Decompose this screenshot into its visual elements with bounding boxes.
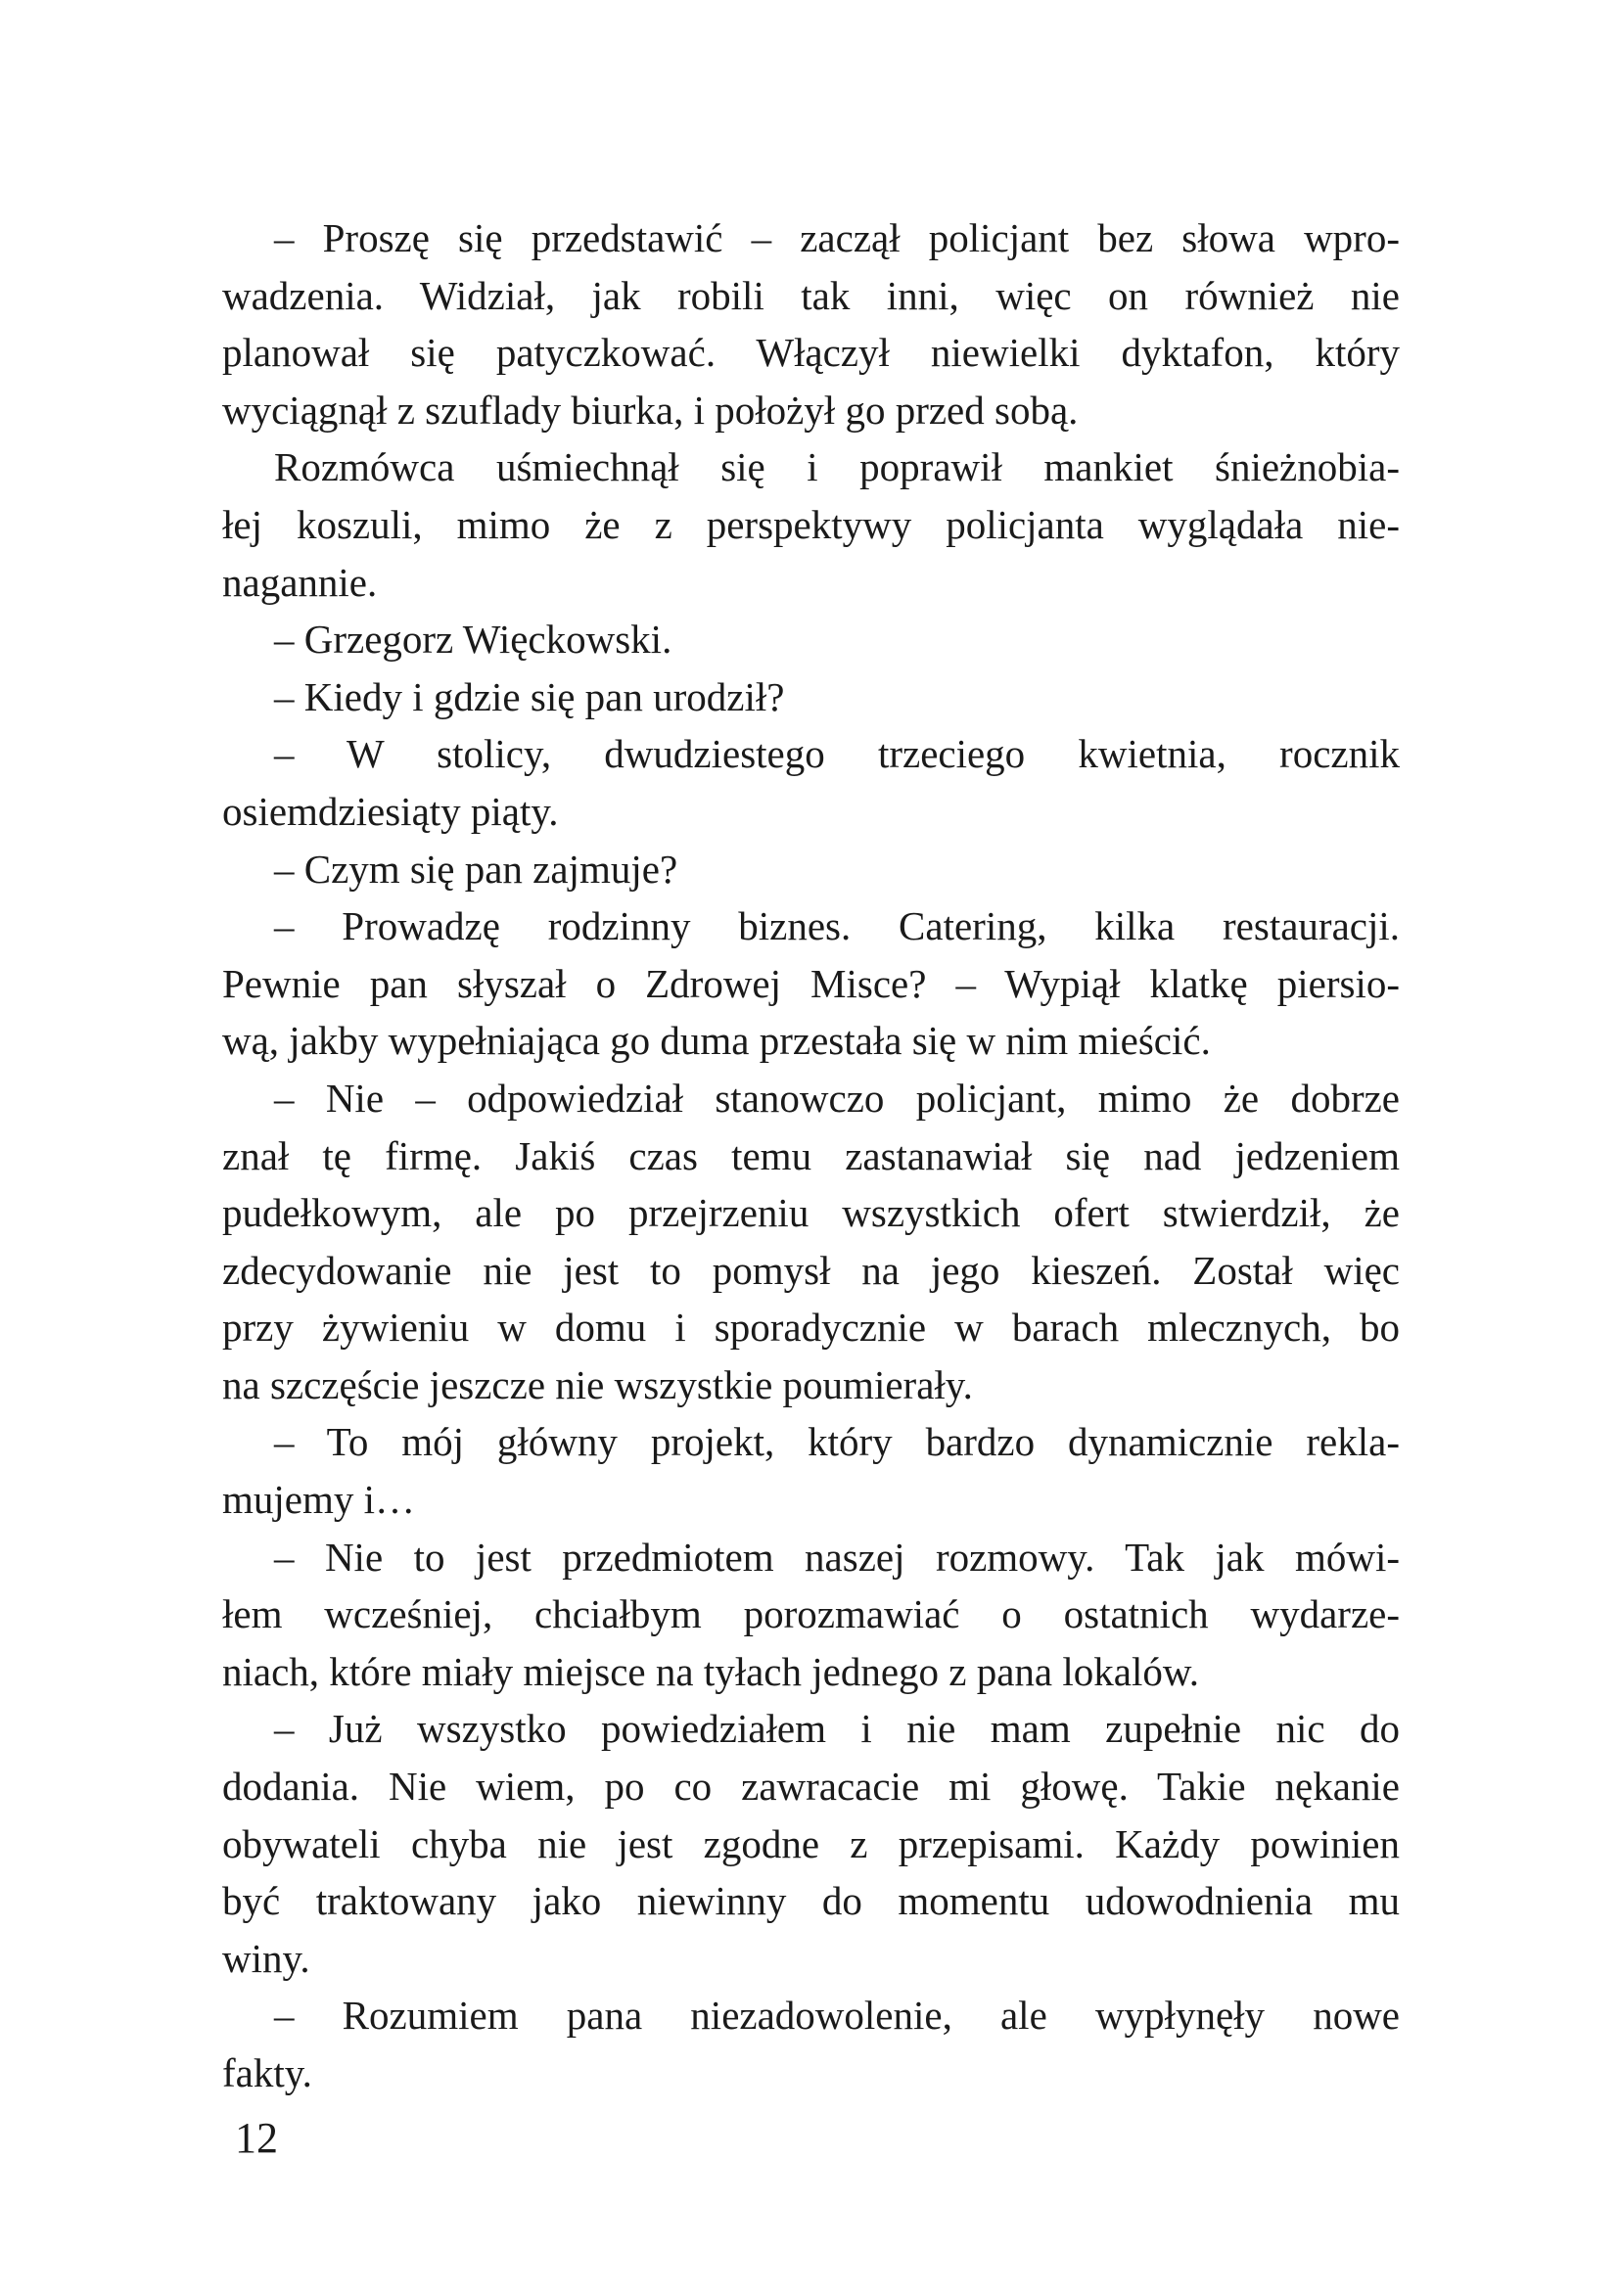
text-line: Rozmówca uśmiechnął się i poprawił mankiet śnieżnobia- bbox=[274, 444, 1400, 490]
text-line: pudełkowym, ale po przejrzeniu wszystkich ofert stwierdził, że bbox=[222, 1190, 1400, 1236]
text-line: być traktowany jako niewinny do momentu udowodnienia mu bbox=[222, 1878, 1400, 1924]
text-line: Pewnie pan słyszał o Zdrowej Misce? – Wypiął klatkę piersio- bbox=[222, 960, 1400, 1006]
text-line: obywateli chyba nie jest zgodne z przepisami. Każdy powinien bbox=[222, 1820, 1400, 1866]
paragraph bbox=[222, 1987, 1400, 2101]
paragraph bbox=[222, 897, 1400, 1070]
text-line: wadzenia. Widział, jak robili tak inni, więc on również nie bbox=[222, 272, 1400, 318]
text-line: fakty. bbox=[222, 2050, 312, 2095]
text-line: łej koszuli, mimo że z perspektywy policjanta wyglądała nie- bbox=[222, 501, 1400, 547]
text-line: niach, które miały miejsce na tyłach jednego z pana lokalów. bbox=[222, 1648, 1200, 1694]
paragraph bbox=[222, 611, 1400, 668]
text-line: planował się patyczkować. Włączył niewielki dyktafon, który bbox=[222, 330, 1400, 376]
text-line: osiemdziesiąty piąty. bbox=[222, 788, 559, 834]
paragraph bbox=[222, 841, 1400, 898]
text-line: – Rozumiem pana niezadowolenie, ale wypłynęły nowe bbox=[274, 1993, 1400, 2039]
text-line: – Nie to jest przedmiotem naszej rozmowy. Tak jak mówi- bbox=[274, 1534, 1400, 1580]
text-line: – Już wszystko powiedziałem i nie mam zupełnie nic do bbox=[274, 1706, 1400, 1752]
text-line: – To mój główny projekt, który bardzo dynamicznie rekla- bbox=[274, 1419, 1400, 1465]
page-number: 12 bbox=[235, 2114, 278, 2162]
text-line: mujemy i… bbox=[222, 1477, 416, 1523]
text-line: winy. bbox=[222, 1935, 310, 1981]
text-line: – W stolicy, dwudziestego trzeciego kwietnia, rocznik bbox=[274, 731, 1400, 777]
paragraph bbox=[222, 1700, 1400, 1987]
text-line: – Grzegorz Więckowski. bbox=[274, 617, 672, 663]
text-line: – Kiedy i gdzie się pan urodził? bbox=[274, 673, 785, 719]
text-line: przy żywieniu w domu i sporadycznie w barach mlecznych, bo bbox=[222, 1305, 1400, 1351]
paragraph bbox=[222, 438, 1400, 611]
text-line: dodania. Nie wiem, po co zawracacie mi głowę. Takie nękanie bbox=[222, 1764, 1400, 1810]
paragraph bbox=[222, 725, 1400, 840]
text-line: na szczęście jeszcze nie wszystkie poumierały. bbox=[222, 1361, 973, 1407]
text-line: – Czym się pan zajmuje? bbox=[274, 846, 678, 892]
paragraph bbox=[222, 209, 1400, 438]
body-text bbox=[222, 209, 1400, 2102]
text-line: – Nie – odpowiedział stanowczo policjant, mimo że dobrze bbox=[274, 1075, 1400, 1121]
text-line: nagannie. bbox=[222, 559, 378, 605]
paragraph bbox=[222, 1413, 1400, 1528]
text-line: zdecydowanie nie jest to pomysł na jego kieszeń. Został więc bbox=[222, 1247, 1400, 1293]
text-line: wyciągnął z szuflady biurka, i położył go przed sobą. bbox=[222, 387, 1079, 433]
text-line: – Proszę się przedstawić – zaczął policjant bez słowa wpro- bbox=[274, 215, 1400, 260]
paragraph bbox=[222, 668, 1400, 726]
text-line: łem wcześniej, chciałbym porozmawiać o ostatnich wydarze- bbox=[222, 1591, 1400, 1637]
text-line: znał tę firmę. Jakiś czas temu zastanawiał się nad jedzeniem bbox=[222, 1132, 1400, 1178]
paragraph bbox=[222, 1529, 1400, 1701]
text-line: wą, jakby wypełniająca go duma przestała się w nim mieścić. bbox=[222, 1018, 1211, 1064]
paragraph bbox=[222, 1070, 1400, 1414]
text-line: – Prowadzę rodzinny biznes. Catering, kilka restauracji. bbox=[274, 903, 1400, 949]
